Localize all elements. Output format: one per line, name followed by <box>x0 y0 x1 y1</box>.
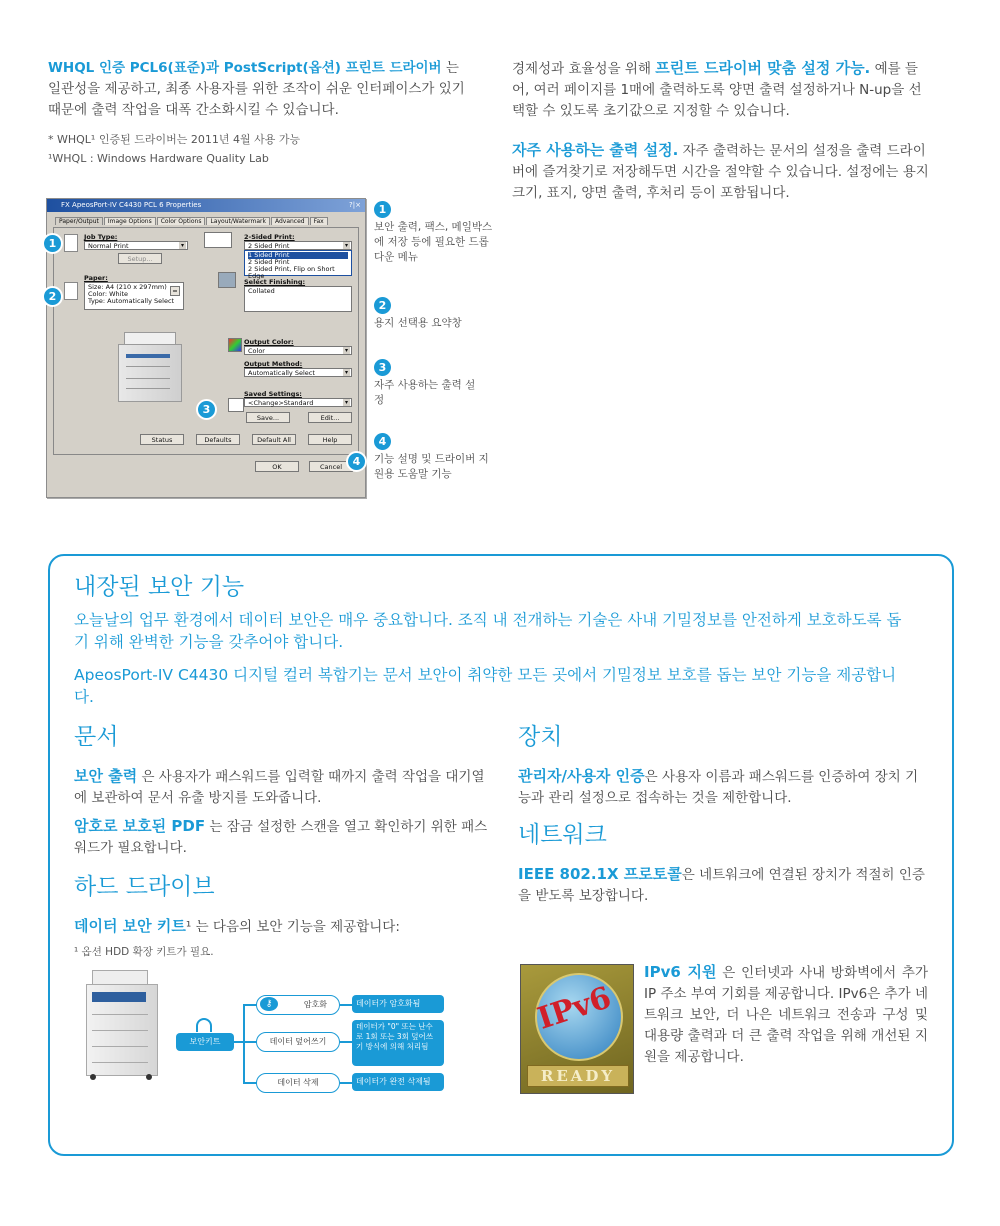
job-type-label: Job Type: <box>84 233 118 241</box>
job-type-select[interactable]: Normal Print ▾ <box>84 241 188 250</box>
delete-label: 데이터 삭제 <box>277 1078 319 1087</box>
callout-legend-2 <box>374 294 496 331</box>
callout-legend <box>374 198 496 265</box>
legend-badge-3: 3 <box>374 359 391 376</box>
saved-settings-label: Saved Settings: <box>244 390 302 398</box>
key-icon: ⚷ <box>260 997 278 1011</box>
kit-box: 보안키트 <box>176 1033 234 1051</box>
secure-print-text: 은 사용자가 패스워드를 입력할 때까지 출력 작업을 대기열에 보관하여 문서 유출 방지를 도와줍니다. <box>74 769 485 806</box>
favorites-highlight: 자주 사용하는 출력 설정. <box>512 141 679 159</box>
mfp-image <box>78 970 166 1086</box>
dialog-panel <box>53 227 359 455</box>
ipv6-ready-logo <box>520 964 634 1094</box>
overwrite-item <box>256 1032 340 1052</box>
cancel-button[interactable]: Cancel <box>309 461 353 472</box>
sided-dropdown <box>244 250 352 280</box>
save-settings-button[interactable]: Save... <box>246 412 290 423</box>
tab-paper-output[interactable]: Paper/Output <box>55 217 103 225</box>
overwrite-result: 데이터가 "0" 또는 난수로 1회 또는 3회 덮어쓰기 방식에 의해 처리됨 <box>352 1020 444 1066</box>
footnote-1: * WHQL¹ 인증된 드라이버는 2011년 4월 사용 가능 <box>48 133 301 146</box>
customize-paragraph <box>512 58 932 122</box>
device-paragraph <box>518 766 928 809</box>
secure-print-highlight: 보안 출력 <box>74 767 138 785</box>
tab-layout-watermark[interactable]: Layout/Watermark <box>206 217 270 225</box>
intro-block <box>48 58 468 167</box>
intro-text: 는 일관성을 제공하고, 최종 사용자를 위한 조작이 쉬운 인터페이스가 있기 때문에 출력 작업을 대폭 간소화시킬 수 있습니다. <box>48 60 465 118</box>
help-button[interactable]: Help <box>308 434 352 445</box>
legend-text-2: 용지 선택용 요약창 <box>374 317 462 329</box>
security-lead-1: 오늘날의 업무 환경에서 데이터 보안은 매우 중요합니다. 조직 내 전개하는 기술은 사내 기밀정보를 안전하게 보호하도록 돕기 위해 완벽한 기능을 갖추어야 합니다. <box>74 611 902 651</box>
device-highlight: 관리자/사용자 인증 <box>518 767 645 785</box>
printer-image <box>118 332 180 404</box>
finishing-value: Collated <box>248 287 275 295</box>
device-heading: 장치 <box>518 724 563 750</box>
status-button[interactable]: Status <box>140 434 184 445</box>
hdd-highlight: 데이터 보안 키트 <box>74 917 186 935</box>
customize-text: 경제성과 효율성을 위해 <box>512 61 651 77</box>
hdd-text: ¹ 는 다음의 보안 기능을 제공합니다: <box>185 919 400 935</box>
hdd-heading: 하드 드라이브 <box>74 874 215 900</box>
security-lead-2: ApeosPort-IV C4430 디지털 컬러 복합기는 문서 보안이 취약한 모든 곳에서 기밀정보 보호를 돕는 보안 기능을 제공합니다. <box>74 666 897 706</box>
overwrite-label: 데이터 덮어쓰기 <box>269 1037 327 1046</box>
saved-settings-select[interactable]: <Change>Standard ▾ <box>244 398 352 407</box>
ipv6-logo-text: IPv6 <box>533 980 616 1037</box>
security-title: 내장된 보안 기능 <box>74 574 245 600</box>
delete-item <box>256 1073 340 1093</box>
output-method-label: Output Method: <box>244 360 303 368</box>
callout-legend-3 <box>374 356 484 408</box>
tab-color-options[interactable]: Color Options <box>157 217 206 225</box>
paper-color: Color: White <box>88 290 129 298</box>
paper-icon <box>64 282 78 300</box>
intro-paragraph <box>48 58 468 121</box>
legend-badge-4: 4 <box>374 433 391 450</box>
briefcase-handle-icon <box>196 1018 212 1032</box>
ok-button[interactable]: OK <box>255 461 299 472</box>
ready-text: READY <box>527 1065 629 1087</box>
encrypt-label: 암호화 <box>303 1000 327 1009</box>
dialog-badge-3: 3 <box>196 399 217 420</box>
legend-badge-2: 2 <box>374 297 391 314</box>
favorites-rest: 자주 출력하는 문서의 설정을 출력 드라이버에 즐겨찾기로 저장해두면 시간을 절약할 수 있습니다. 설정에는 용지 크기, 표지, 양면 출력, 후처리 등이 포함됩니다. <box>512 143 929 201</box>
tab-fax[interactable]: Fax <box>310 217 328 225</box>
network-paragraph <box>518 864 928 907</box>
edit-settings-button[interactable]: Edit... <box>308 412 352 423</box>
sided-label: 2-Sided Print: <box>244 233 295 241</box>
hdd-paragraph <box>74 916 492 938</box>
legend-text-1: 보안 출력, 팩스, 메일박스에 저장 등에 필요한 드롭다운 메뉴 <box>374 221 493 263</box>
paper-select-button[interactable]: = <box>170 286 180 296</box>
documents-heading: 문서 <box>74 724 119 750</box>
finishing-box <box>244 286 352 312</box>
network-highlight: IEEE 802.1X 프로토콜 <box>518 865 682 883</box>
output-color-label: Output Color: <box>244 338 294 346</box>
device-text: 은 사용자 이름과 패스워드를 인증하여 장치 기능과 관리 설정으로 접속하는 것을 제한합니다. <box>518 769 919 806</box>
customize-highlight: 프린트 드라이버 맞춤 설정 가능. <box>655 59 871 77</box>
favorites-paragraph <box>512 140 932 204</box>
callout-legend-4 <box>374 430 494 482</box>
window-controls[interactable]: ?|× <box>349 201 361 209</box>
footnote-2: ¹WHQL : Windows Hardware Quality Lab <box>48 152 269 165</box>
sided-option-2[interactable]: 2 Sided Print <box>248 258 290 266</box>
output-color-select[interactable]: Color ▾ <box>244 346 352 355</box>
legend-text-3: 자주 사용하는 출력 설정 <box>374 379 476 406</box>
driver-dialog <box>46 198 366 498</box>
default-all-button[interactable]: Default All <box>252 434 296 445</box>
paper-summary-box <box>84 282 184 310</box>
ipv6-highlight: IPv6 지원 <box>644 963 717 981</box>
paper-label: Paper: <box>84 274 108 282</box>
sided-option-1[interactable]: 1 Sided Print <box>248 252 348 259</box>
tab-image-options[interactable]: Image Options <box>104 217 156 225</box>
output-method-select[interactable]: Automatically Select ▾ <box>244 368 352 377</box>
pdf-highlight: 암호로 보호된 PDF <box>74 817 206 835</box>
network-text: 은 네트워크에 연결된 장치가 적절히 인증을 받도록 보장합니다. <box>518 867 925 904</box>
defaults-button[interactable]: Defaults <box>196 434 240 445</box>
sided-select[interactable]: 2 Sided Print ▾ <box>244 241 352 250</box>
dialog-title: FX ApeosPort-IV C4430 PCL 6 Properties <box>61 201 202 209</box>
network-heading: 네트워크 <box>518 822 607 848</box>
encrypt-result: 데이터가 암호화됨 <box>352 995 444 1013</box>
dialog-badge-4: 4 <box>346 451 367 472</box>
finishing-icon <box>218 272 236 288</box>
pdf-text: 는 잠금 설정한 스캔을 열고 확인하기 위한 패스워드가 필요합니다. <box>74 819 488 856</box>
duplex-icon <box>204 232 232 248</box>
hdd-note: ¹ 옵션 HDD 확장 키트가 필요. <box>74 946 214 958</box>
ipv6-paragraph <box>644 962 928 1068</box>
dialog-badge-1: 1 <box>42 233 63 254</box>
delete-result: 데이터가 완전 삭제됨 <box>352 1073 444 1091</box>
finishing-label: Select Finishing: <box>244 278 306 286</box>
job-type-icon <box>64 234 78 252</box>
intro-highlight: WHQL 인증 PCL6(표준)과 PostScript(옵션) 프린트 드라이버 <box>48 60 442 76</box>
color-icon <box>228 338 242 352</box>
saved-settings-icon <box>228 398 244 412</box>
secure-print-paragraph <box>74 766 492 809</box>
ipv6-text: 은 인터넷과 사내 방화벽에서 추가 IP 주소 부여 기회를 제공합니다. IPv6은 추가 네트워크 보안, 더 나은 네트워크 전송과 구성 및 대용량 출력과 더 큰 출력 작업을 위해 개선된 지원을 제공합니다. <box>644 965 929 1065</box>
sided-option-3[interactable]: 2 Sided Print, Flip on Short Edge <box>248 265 335 280</box>
right-text-block <box>512 58 932 204</box>
setup-button[interactable]: Setup... <box>118 253 162 264</box>
legend-text-4: 기능 설명 및 드라이버 지원용 도움말 기능 <box>374 453 489 480</box>
paper-type: Type: Automatically Select <box>88 297 175 305</box>
dialog-badge-2: 2 <box>42 286 63 307</box>
dialog-titlebar <box>47 199 365 212</box>
tab-advanced[interactable]: Advanced <box>271 217 309 225</box>
customize-rest: 예를 들어, 여러 페이지를 1매에 출력하도록 양면 출력 설정하거나 N-up을 선택할 수 있도록 초기값으로 지정할 수 있습니다. <box>512 61 922 119</box>
legend-badge-1: 1 <box>374 201 391 218</box>
dialog-tabs <box>55 217 329 227</box>
paper-size: Size: A4 (210 x 297mm) <box>88 283 167 291</box>
pdf-paragraph <box>74 816 492 859</box>
